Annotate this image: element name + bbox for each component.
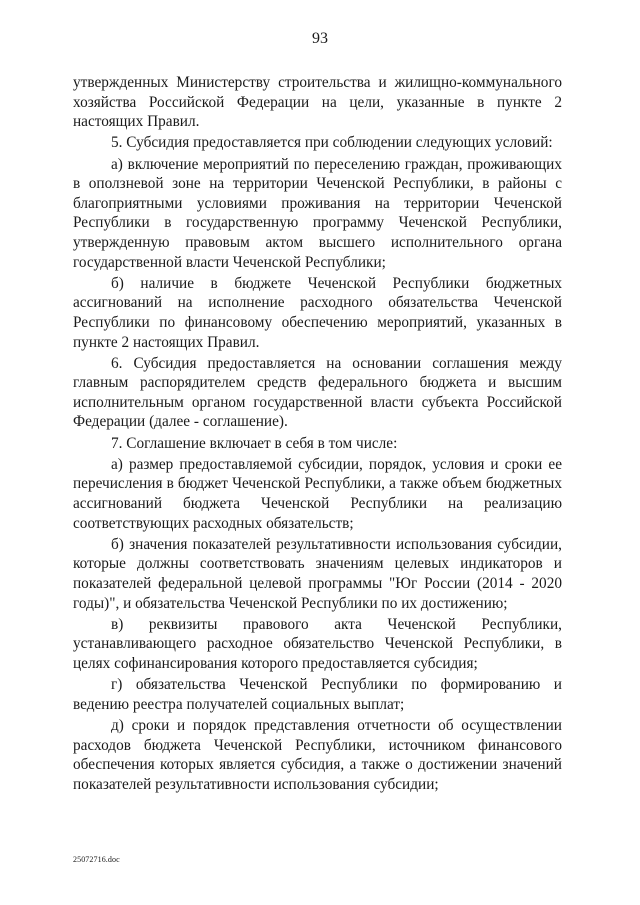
paragraph-clause-5b: б) наличие в бюджете Чеченской Республики бюджетных ассигнований на исполнение расходного обязательства Чеченской Республики по финансовому обеспечению мероприятий, указанных в пункте 2 настоящих Правил. (73, 274, 562, 351)
paragraph-clause-7v: в) реквизиты правового акта Чеченской Республики, устанавливающего расходное обязательство Чеченской Республики, в целях софинансирования которого предоставляется субсидия; (73, 615, 562, 672)
paragraph-clause-7d: д) сроки и порядок представления отчетности об осуществлении расходов бюджета Чеченской Республики, источником финансового обеспечения которых является субсидия, а также о достижении значений показателей результативности использования субсидии; (73, 716, 562, 793)
paragraph-continuation: утвержденных Министерству строительства и жилищно-коммунального хозяйства Российской Федерации на цели, указанные в пункте 2 настоящих Правил. (73, 74, 562, 131)
document-body (73, 73, 562, 796)
paragraph-clause-7g: г) обязательства Чеченской Республики по формированию и ведению реестра получателей социальных выплат; (73, 676, 562, 713)
paragraph-clause-5a: а) включение мероприятий по переселению граждан, проживающих в оползневой зоне на территории Чеченской Республики, в районы с благоприятными условиями проживания на территории Чеченской Республики в государственную программу Чеченской Республики, утвержденную правовым актом высшего исполнительного органа государственной власти Чеченской Республики; (73, 155, 562, 271)
paragraph-clause-6: 6. Субсидия предоставляется на основании соглашения между главным распорядителем средств федерального бюджета и высшим исполнительным органом государственной власти субъекта Российской Федерации (далее - соглашение). (73, 354, 562, 431)
paragraph-clause-7a: а) размер предоставляемой субсидии, порядок, условия и сроки ее перечисления в бюджет Чеченской Республики, а также объем бюджетных ассигнований бюджета Чеченской Республики на реализацию соответствующих расходных обязательств; (73, 455, 562, 532)
footer-filename: 25072716.doc (73, 855, 120, 864)
page-number: 93 (312, 30, 328, 47)
paragraph-clause-5: 5. Субсидия предоставляется при соблюдении следующих условий: (111, 134, 553, 152)
paragraph-clause-7: 7. Соглашение включает в себя в том числе: (111, 434, 398, 452)
paragraph-clause-7b: б) значения показателей результативности использования субсидии, которые должны соответствовать значениям целевых индикаторов и показателей федеральной целевой программы "Юг России (2014 - 2020 годы)", и обязательства Чеченской Республики по их достижению; (73, 535, 562, 612)
